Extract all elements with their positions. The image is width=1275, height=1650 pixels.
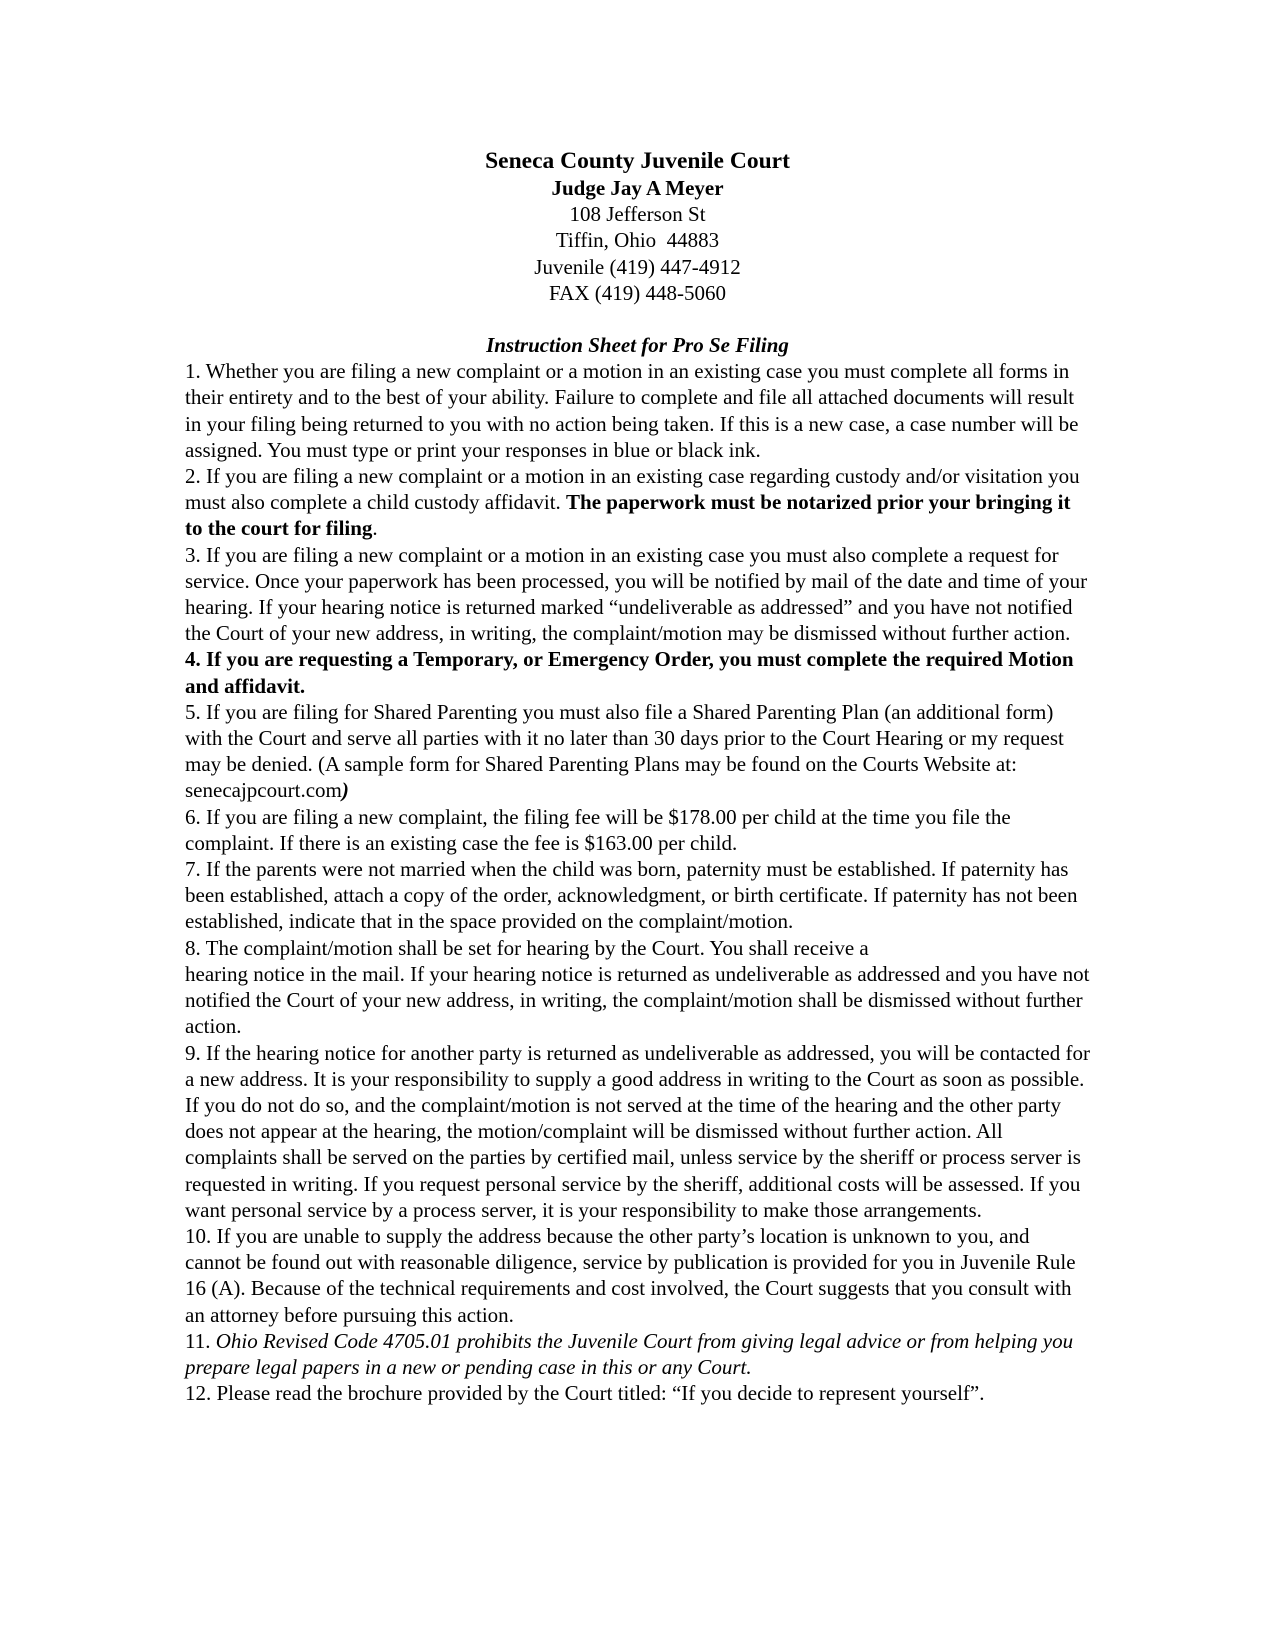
- instruction-item-11: [185, 1328, 1090, 1380]
- document-page: [185, 147, 1090, 1406]
- instruction-item-3: [185, 542, 1090, 647]
- phone-number: Juvenile (419) 447-4912: [534, 254, 741, 279]
- instruction-item-4: [185, 646, 1090, 698]
- item-text: 10. If you are unable to supply the address because the other party’s location is unknown to you, and cannot be found out with reasonable diligence, service by publication is provided for you in Juvenile Rule 16 (A). Because of the technical requirements and cost involved, the Court suggests that you consult with an attorney before pursuing this action.: [185, 1223, 1076, 1327]
- item-number: 11.: [185, 1328, 216, 1353]
- item-text: 7. If the parents were not married when the child was born, paternity must be established. If paternity has been established, attach a copy of the order, acknowledgment, or birth certificate. If paternity has not been established, indicate that in the space provided on the complaint/motion.: [185, 857, 1078, 934]
- item-text: hearing notice in the mail. If your hearing notice is returned as undeliverable as addressed and you have not notified the Court of your new address, in writing, the complaint/motion shall be dismissed without further action.: [185, 961, 1090, 1039]
- item-text-line-1: 8. The complaint/motion shall be set for hearing by the Court. You shall receive a: [185, 935, 869, 960]
- instruction-item-5: [185, 699, 1090, 804]
- item-text: 9. If the hearing notice for another party is returned as undeliverable as addressed, you will be contacted for a new address. It is your responsibility to supply a good address in writing to the Court as soon as possible. If you do not do so, and the complaint/motion is not served at the time of the hearing and the other party does not appear at the hearing, the motion/complaint will be dismissed without further action. All complaints shall be served on the parties by certified mail, unless service by the sheriff or process server is requested in writing. If you request personal service by the sheriff, additional costs will be assessed. If you want personal service by a process server, it is your responsibility to make those arrangements.: [185, 1040, 1090, 1222]
- item-text: 2. If you are filing a new complaint or a motion in an existing case regarding custody and/or visitation you must also complete a child custody affidavit.: [185, 464, 1080, 515]
- notarized-notice: The paperwork must be notarized prior your bringing it to the court for filing: [185, 490, 1071, 541]
- document-title: Instruction Sheet for Pro Se Filing: [486, 333, 789, 358]
- city-state-zip: Tiffin, Ohio 44883: [555, 228, 720, 253]
- instruction-item-9: [185, 1040, 1090, 1223]
- instruction-item-7: [185, 856, 1090, 935]
- court-name: Seneca County Juvenile Court: [485, 148, 790, 174]
- item-text: 6. If you are filing a new complaint, the filing fee will be $178.00 per child at the time you file the complaint. If there is an existing case the fee is $163.00 per child.: [185, 804, 1011, 855]
- item-text: 1. Whether you are filing a new complaint or a motion in an existing case you must complete all forms in their entirety and to the best of your ability. Failure to complete and file all attached documents will result in your filing being returned to you with no action being taken. If this is a new case, a case number will be assigned. You must type or print your responses in blue or black ink.: [185, 359, 1079, 462]
- instruction-item-8: [185, 935, 1090, 1040]
- item-text: 4. If you are requesting a Temporary, or Emergency Order, you must complete the required Motion and affidavit.: [185, 647, 1074, 698]
- instruction-item-10: [185, 1223, 1090, 1328]
- legal-advice-notice: Ohio Revised Code 4705.01 prohibits the Juvenile Court from giving legal advice or from helping you prepare legal papers in a new or pending case in this or any Court.: [185, 1328, 1074, 1379]
- instruction-item-6: [185, 804, 1090, 856]
- instruction-item-12: [185, 1380, 1090, 1406]
- street-address: 108 Jefferson St: [569, 202, 706, 227]
- instruction-item-2: [185, 463, 1090, 542]
- closing-paren: ): [341, 778, 349, 803]
- item-text: 12. Please read the brochure provided by the Court titled: “If you decide to represent yourself”.: [185, 1381, 985, 1406]
- instruction-item-1: [185, 358, 1090, 463]
- judge-name: Judge Jay A Meyer: [551, 176, 724, 200]
- item-text: 5. If you are filing for Shared Parenting you must also file a Shared Parenting Plan (an additional form) with the Court and serve all parties with it no later than 30 days prior to the Court Hearing or my request may be denied. (A sample form for Shared Parenting Plans may be found on the Courts Website at: senecajpcourt.com: [185, 699, 1064, 803]
- letterhead: [185, 147, 1090, 306]
- item-text-end: .: [372, 516, 378, 541]
- item-text: 3. If you are filing a new complaint or a motion in an existing case you must also complete a request for service. Once your paperwork has been processed, you will be notified by mail of the date and time of your hearing. If your hearing notice is returned marked “undeliverable as addressed” and you have not notified the Court of your new address, in writing, the complaint/motion may be dismissed without further action.: [185, 542, 1088, 646]
- fax-number: FAX (419) 448-5060: [549, 280, 726, 305]
